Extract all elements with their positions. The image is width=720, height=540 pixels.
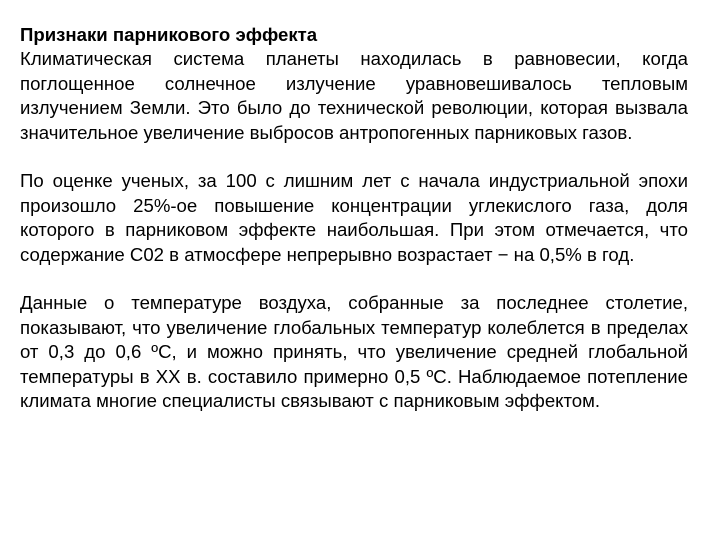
text-block bbox=[20, 23, 688, 413]
paragraph-spacer bbox=[20, 267, 688, 291]
paragraph-2: По оценке ученых, за 100 с лишним лет с начала индустриальной эпохи произошло 25%-ое повышение концентрации углекислого газа, доля которого в парниковом эффекте наибольшая. При этом отмечается, что содержание С02 в атмосфере непрерывно возрастает − на 0,5% в год. bbox=[20, 170, 688, 265]
paragraph-3: Данные о температуре воздуха, собранные за последнее столетие, показывают, что увеличение глобальных температур колеблется в пределах от 0,3 до 0,6 ºС, и можно принять, что увеличение средней глобальной температуры в ХХ в. составило примерно 0,5 ºС. Наблюдаемое потепление климата многие специалисты связывают с парниковым эффектом. bbox=[20, 292, 688, 412]
paragraph-spacer bbox=[20, 145, 688, 169]
document-title: Признаки парникового эффекта bbox=[20, 24, 318, 45]
paragraph-1: Климатическая система планеты находилась в равновесии, когда поглощенное солнечное излучение уравновешивалось тепловым излучением Земли. Это было до технической революции, которая вызвала значительное увеличение выбросов антропогенных парниковых газов. bbox=[20, 48, 688, 143]
